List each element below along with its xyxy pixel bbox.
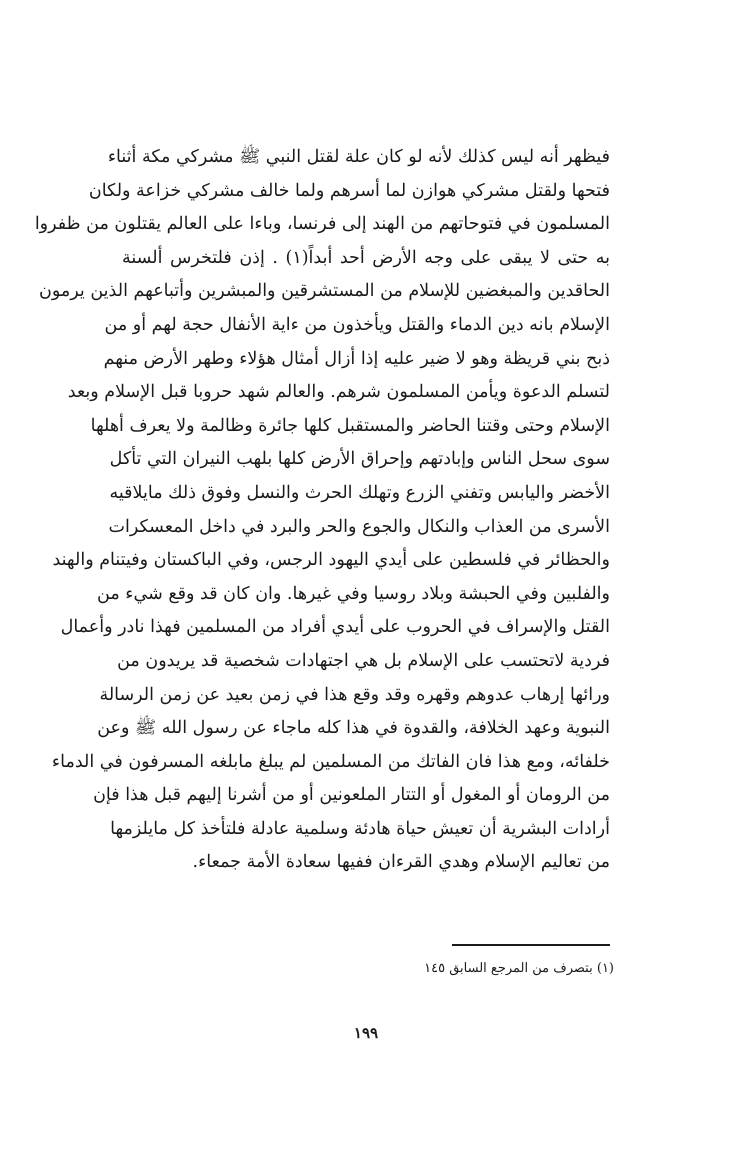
text-line: سوى سحل الناس وإبادتهم وإحراق الأرض كلها بلهب النيران التي تأكل [109, 449, 610, 470]
text-line: به حتى لا يبقى على وجه الأرض أحد أبداً(١) . إذن فلتخرس ألسنة [122, 247, 610, 268]
main-text-block [34, 141, 610, 880]
text-line: والفلبين وفي الحبشة وبلاد روسيا وفي غيرها. وان كان قد وقع شيء من [97, 583, 610, 604]
text-line: لتسلم الدعوة ويأمن المسلمون شرهم. والعالم شهد حروبا قبل الإسلام وبعد [67, 382, 610, 403]
text-line: ورائها إرهاب عدوهم وقهره وقد وقع هذا في زمن بعيد عن زمن الرسالة [99, 684, 610, 705]
text-line: الحاقدين والمبغضين للإسلام من المستشرقين والمبشرين وأتباعهم الذين يرمون [39, 281, 610, 302]
text-line: الإسلام بانه دين الدماء والقتل ويأخذون من ءاية الأنفال حجة لهم أو من [104, 314, 610, 335]
text-line: ذبح بني قريظة وهو لا ضير عليه إذا أزال أمثال هؤلاء وطهر الأرض منهم [103, 348, 610, 369]
page-number: ١٩٩ [353, 1024, 379, 1042]
text-line: القتل والإسراف في الحروب على أيدي أفراد من المسلمين فهذا نادر وأعمال [60, 617, 610, 638]
text-line: من الرومان أو المغول أو التتار الملعونين أو من أشرنا إليهم قبل هذا فإن [93, 785, 610, 806]
text-line: الأخضر واليابس وتفني الزرع وتهلك الحرث والنسل وفوق ذلك مايلاقيه [109, 482, 610, 503]
text-line: أرادات البشرية أن تعيش حياة هادئة وسلمية عادلة فلتأخذ كل مايلزمها [110, 818, 610, 839]
text-line: والحظائر في فلسطين على أيدي اليهود الرجس، وفي الباكستان وفيتنام والهند [52, 550, 610, 571]
text-line: النبوية وعهد الخلافة، والقدوة في هذا كله ماجاء عن رسول الله ﷺ وعن [97, 718, 610, 739]
text-line: خلفائه، ومع هذا فان الفاتك من المسلمين لم يبلغ مابلغه المسرفون في الدماء [51, 751, 610, 772]
text-line: فيظهر أنه ليس كذلك لأنه لو كان علة لقتل النبي ﷺ مشركي مكة أثناء [107, 147, 610, 167]
text-line-last: من تعاليم الإسلام وهدي القرءان ففيها سعادة الأمة جمعاء. [192, 852, 610, 873]
text-line: الأسرى من العذاب والنكال والجوع والحر والبرد في داخل المعسكرات [108, 516, 610, 537]
footnote: (١) بتصرف من المرجع السابق ١٤٥ [424, 961, 614, 976]
text-line: فردية لاتحتسب على الإسلام بل هي اجتهادات شخصية قد يريدون من [117, 650, 610, 671]
footnote-separator [452, 944, 610, 946]
text-line: فتحها ولقتل مشركي هوازن لما أسرهم ولما خالف مشركي خزاعة ولكان [88, 180, 610, 201]
text-line: المسلمون في فتوحاتهم من الهند إلى فرنسا، وباءا على العالم يقتلون من ظفروا [34, 214, 610, 235]
text-line: الإسلام وحتى وقتنا الحاضر والمستقبل كلها جائرة وظالمة ولا يعرف أهلها [90, 415, 610, 436]
